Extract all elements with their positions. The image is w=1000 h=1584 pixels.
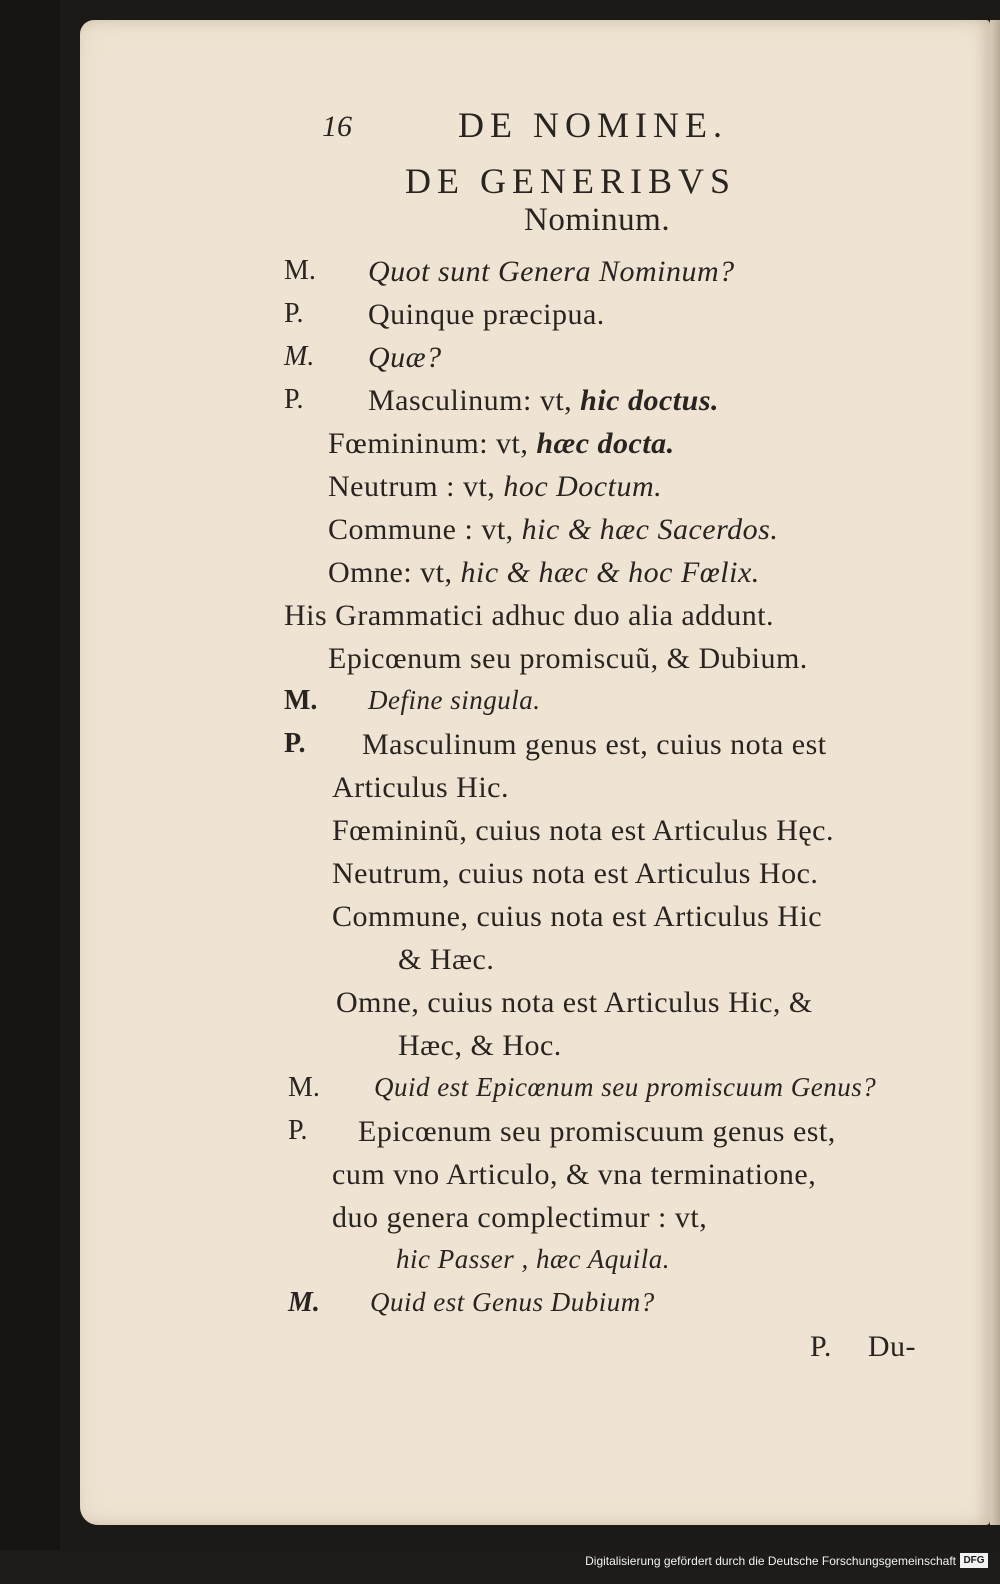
text-line — [284, 685, 317, 717]
text-line — [288, 1287, 320, 1319]
text-line — [396, 1244, 670, 1275]
speaker-label: M. — [288, 1072, 320, 1103]
text-line — [370, 1287, 655, 1318]
text-line — [362, 728, 827, 762]
line-text: Fœmininum: vt, — [328, 427, 537, 460]
line-text: Omne, cuius nota est Articulus Hic, & — [336, 986, 813, 1019]
line-italic: hic doctus. — [580, 384, 720, 417]
line-text: Neutrum : vt, — [328, 470, 504, 503]
line-italic: Quid est Genus Dubium? — [370, 1287, 655, 1317]
text-line — [368, 255, 735, 289]
text-line — [368, 298, 605, 332]
line-text: Articulus Hic. — [332, 771, 509, 804]
speaker-label: P. — [284, 298, 304, 329]
text-line — [368, 685, 540, 716]
text-line — [332, 1201, 707, 1235]
text-line — [284, 255, 316, 287]
line-text: His Grammatici adhuc duo alia addunt. — [284, 599, 775, 632]
text-line — [328, 642, 808, 676]
running-title: DE NOMINE. — [458, 105, 728, 145]
page-edge — [990, 20, 1000, 1525]
line-text: Quinque præcipua. — [368, 298, 605, 331]
speaker-label: M. — [284, 685, 318, 716]
text-line — [332, 814, 834, 848]
line-text: Commune, cuius nota est Articulus Hic — [332, 900, 823, 933]
catchword-speaker: P. — [810, 1330, 832, 1363]
text-line — [288, 1115, 307, 1147]
text-line — [288, 1072, 320, 1104]
text-line — [328, 556, 760, 590]
speaker-label: M. — [288, 1287, 320, 1318]
line-text: & Hæc. — [398, 943, 495, 976]
catchword-word: Du- — [867, 1330, 917, 1363]
speaker-label: P. — [284, 384, 304, 415]
speaker-label: M. — [284, 341, 315, 372]
dfg-logo: DFG — [960, 1553, 988, 1568]
text-line — [368, 384, 719, 418]
text-line — [398, 943, 494, 977]
text-line — [284, 341, 314, 373]
catchword — [810, 1330, 916, 1364]
line-italic: Define singula. — [368, 685, 541, 715]
line-italic: Quæ? — [368, 341, 442, 374]
page-number: 16 — [322, 110, 352, 143]
line-italic: hæc docta. — [536, 427, 675, 460]
text-line — [332, 900, 822, 934]
speaker-label: P. — [284, 728, 306, 759]
section-title: DE GENERIBVS — [405, 161, 736, 201]
text-line — [284, 599, 774, 633]
digitization-credit: Digitalisierung gefördert durch die Deutsche Forschungsgemeinschaft — [585, 1554, 956, 1568]
line-text: Masculinum: vt, — [368, 384, 581, 417]
line-italic: hic & hæc & hoc Fœlix. — [460, 556, 760, 589]
line-text: duo genera complectimur : vt, — [332, 1201, 708, 1234]
section-subtitle: Nominum. — [524, 202, 671, 238]
line-text: Neutrum, cuius nota est Articulus Hoc. — [332, 857, 819, 890]
line-text: cum vno Articulo, & vna terminatione, — [332, 1158, 817, 1191]
text-line — [398, 1029, 562, 1063]
text-line — [328, 470, 662, 504]
text-line — [284, 728, 306, 760]
text-line — [332, 1158, 816, 1192]
line-text: Commune : vt, — [328, 513, 522, 546]
text-line — [332, 771, 509, 805]
line-italic: hic Passer , hæc Aquila. — [396, 1244, 670, 1274]
text-line — [358, 1115, 836, 1149]
line-text: Epicœnum seu promiscuum genus est, — [358, 1115, 836, 1148]
line-italic: Quot sunt Genera Nominum? — [368, 255, 735, 288]
line-text: Fœmininũ, cuius nota est Articulus Hęc. — [332, 814, 834, 847]
text-line — [328, 427, 675, 461]
text-line — [332, 857, 818, 891]
speaker-label: M. — [284, 255, 316, 286]
text-line — [284, 384, 303, 416]
speaker-label: P. — [288, 1115, 308, 1146]
line-text: Epicœnum seu promiscuũ, & Dubium. — [328, 642, 808, 675]
text-line — [374, 1072, 876, 1103]
line-italic: hic & hæc Sacerdos. — [521, 513, 779, 546]
text-line — [284, 298, 303, 330]
text-line — [336, 986, 813, 1020]
line-italic: Quid est Epicœnum seu promiscuum Genus? — [374, 1072, 877, 1102]
line-italic: hoc Doctum. — [503, 470, 663, 503]
text-line — [328, 513, 778, 547]
line-text: Masculinum genus est, cuius nota est — [362, 728, 827, 761]
line-text: Omne: vt, — [328, 556, 461, 589]
text-line — [368, 341, 442, 375]
line-text: Hæc, & Hoc. — [398, 1029, 562, 1062]
